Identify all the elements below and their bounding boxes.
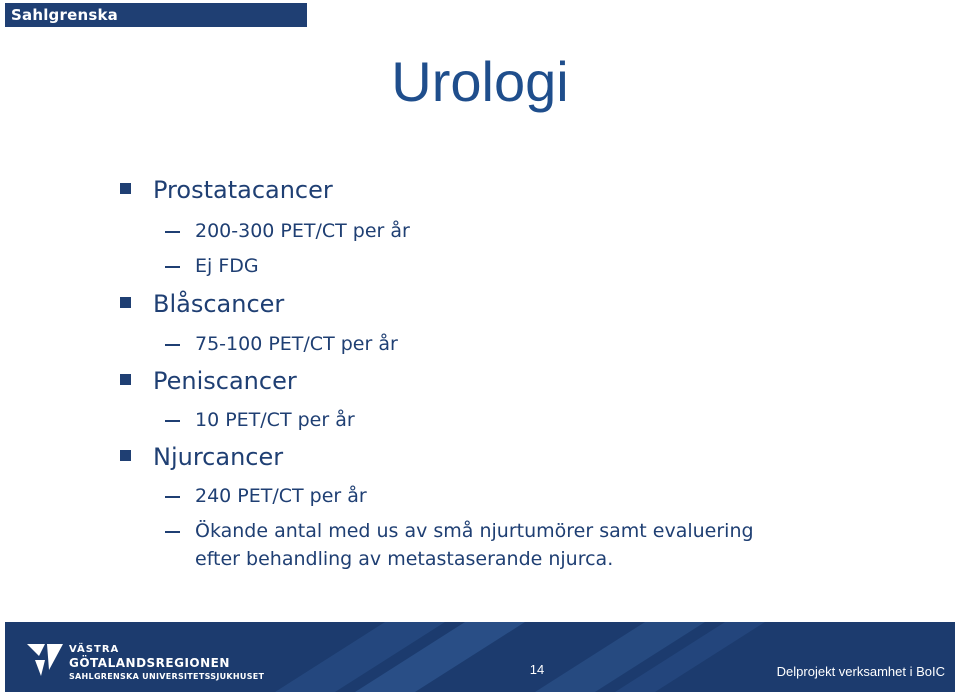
logo-line2: GÖTALANDSREGIONEN	[69, 656, 230, 670]
dash-icon	[165, 231, 180, 233]
page-number: 14	[529, 662, 545, 677]
subitem: 10 PET/CT per år	[195, 409, 355, 431]
dash-icon	[165, 496, 180, 498]
footer-bar	[5, 622, 955, 692]
subitem: 200-300 PET/CT per år	[195, 220, 410, 242]
subitem: Ej FDG	[195, 255, 259, 277]
vgr-logo-icon	[25, 640, 65, 680]
bullet-item-peniscancer: Peniscancer	[153, 367, 297, 395]
bullet-item-prostatacancer: Prostatacancer	[153, 176, 333, 204]
dash-icon	[165, 266, 180, 268]
dash-icon	[165, 531, 180, 533]
bullet-square-icon	[120, 297, 131, 308]
bullet-item-njurcancer: Njurcancer	[153, 443, 284, 471]
hospital-banner: Sahlgrenska Universitetssjukhuset	[5, 3, 307, 27]
bullet-item-blascancer: Blåscancer	[153, 290, 285, 318]
bullet-square-icon	[120, 374, 131, 385]
logo-line3: SAHLGRENSKA UNIVERSITETSSJUKHUSET	[69, 672, 265, 681]
subitem-continuation: efter behandling av metastaserande njurca.	[195, 548, 614, 570]
bullet-square-icon	[120, 450, 131, 461]
subitem: 75-100 PET/CT per år	[195, 333, 398, 355]
footer-note: Delprojekt verksamhet i BoIC	[776, 664, 945, 679]
subitem: Ökande antal med us av små njurtumörer samt evaluering	[195, 520, 754, 542]
subitem: 240 PET/CT per år	[195, 485, 367, 507]
dash-icon	[165, 344, 180, 346]
slide-title: Urologi	[391, 50, 569, 113]
logo-line1: VÄSTRA	[69, 644, 120, 655]
dash-icon	[165, 420, 180, 422]
bullet-square-icon	[120, 183, 131, 194]
